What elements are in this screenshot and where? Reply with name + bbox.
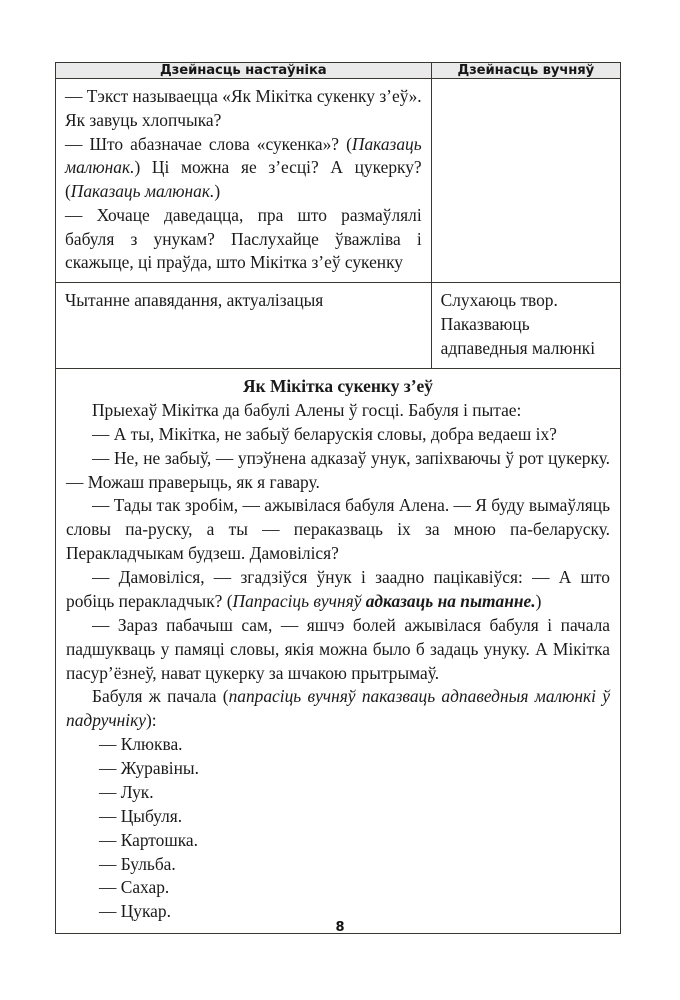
list-item: — Сахар. [99,877,170,898]
teacher-line-3: — Хочаце даведацца, пра што размаўлялі бабуля з унукам? Паслухайце ўважліва і скажыце, ці праўда, што Мікітка з’еў сукенку [65,204,422,273]
story-paragraph: — Зараз пабачыш сам, — яшчэ болей ажывілася бабуля і пачала падшукваць у памяці словы, якія можна было б задаць унуку. А Мікітка пасур’ёзнеў, нават цукерку за шчакою прытрымаў. [66,614,610,683]
story-paragraph: — Дамовіліся, — згадзіўся ўнук і заадно пацікавіўся: — А што робіць перакладчык? (Папрасіць вучняў адказаць на пытанне.) [66,567,610,611]
pupil-activity-empty [432,79,620,92]
teacher-activity-text: Чытанне апавядання, актуалізацыя [65,290,324,310]
column-header-teacher: Дзейнасць настаўніка [56,63,432,79]
pupil-activity-text: Слухаюць твор. Паказваюць адпаведныя малюнкі [440,290,596,358]
lesson-plan-table [55,62,621,934]
teacher-line-2: — Што абазначае слова «сукенка»? (Паказаць малюнак.) Ці можна яе з’есці? А цукерку? (Паказаць малюнак.) [65,133,422,201]
list-item: — Журавіны. [99,758,199,779]
cell-pupil-activity-2 [431,283,620,369]
table-header-row [56,63,621,79]
story-title: Як Мікітка сукенку з’еў [243,375,433,396]
story-paragraph: Бабуля ж пачала (папрасіць вучняў паказваць адпаведныя малюнкі ў падручніку): [66,686,610,731]
list-item: — Лук. [99,781,154,802]
table-body [56,79,621,934]
story-paragraph: — Не, не забыў, — упэўнена адказаў унук, запіхваючы ў рот цукерку. — Можаш праверыць, як я гавару. [66,447,610,492]
list-item: — Цыбуля. [99,805,183,826]
column-header-pupil: Дзейнасць вучняў [431,63,620,79]
cell-teacher-activity-2 [56,283,432,369]
table-row [56,79,621,283]
cell-pupil-activity-1 [431,79,620,283]
story-paragraph: — А ты, Мікітка, не забыў беларускія словы, добра ведаеш іх? [92,423,557,444]
list-item: — Картошка. [99,829,199,850]
story-paragraph: Прыехаў Мікітка да бабулі Алены ў госці. Бабуля і пытае: [92,399,522,420]
story-paragraph: — Тады так зробім, — ажывілася бабуля Алена. — Я буду вымаўляць словы па-руску, а ты — пераказваць іх за мною па-беларуску. Перакладчыкам будзеш. Дамовіліся? [66,495,611,564]
table-row [56,283,621,369]
table-row-story [56,368,621,934]
page-number: 8 [335,920,345,935]
list-item: — Бульба. [99,853,176,874]
list-item: — Цукар. [99,901,171,922]
list-item: — Клюква. [99,734,183,755]
teacher-line-1: — Тэкст называецца «Як Мікітка сукенку з’еў». Як завуць хлопчыка? [65,86,422,130]
table-header [56,63,621,79]
cell-story [56,368,621,934]
cell-teacher-activity-1 [56,79,432,283]
